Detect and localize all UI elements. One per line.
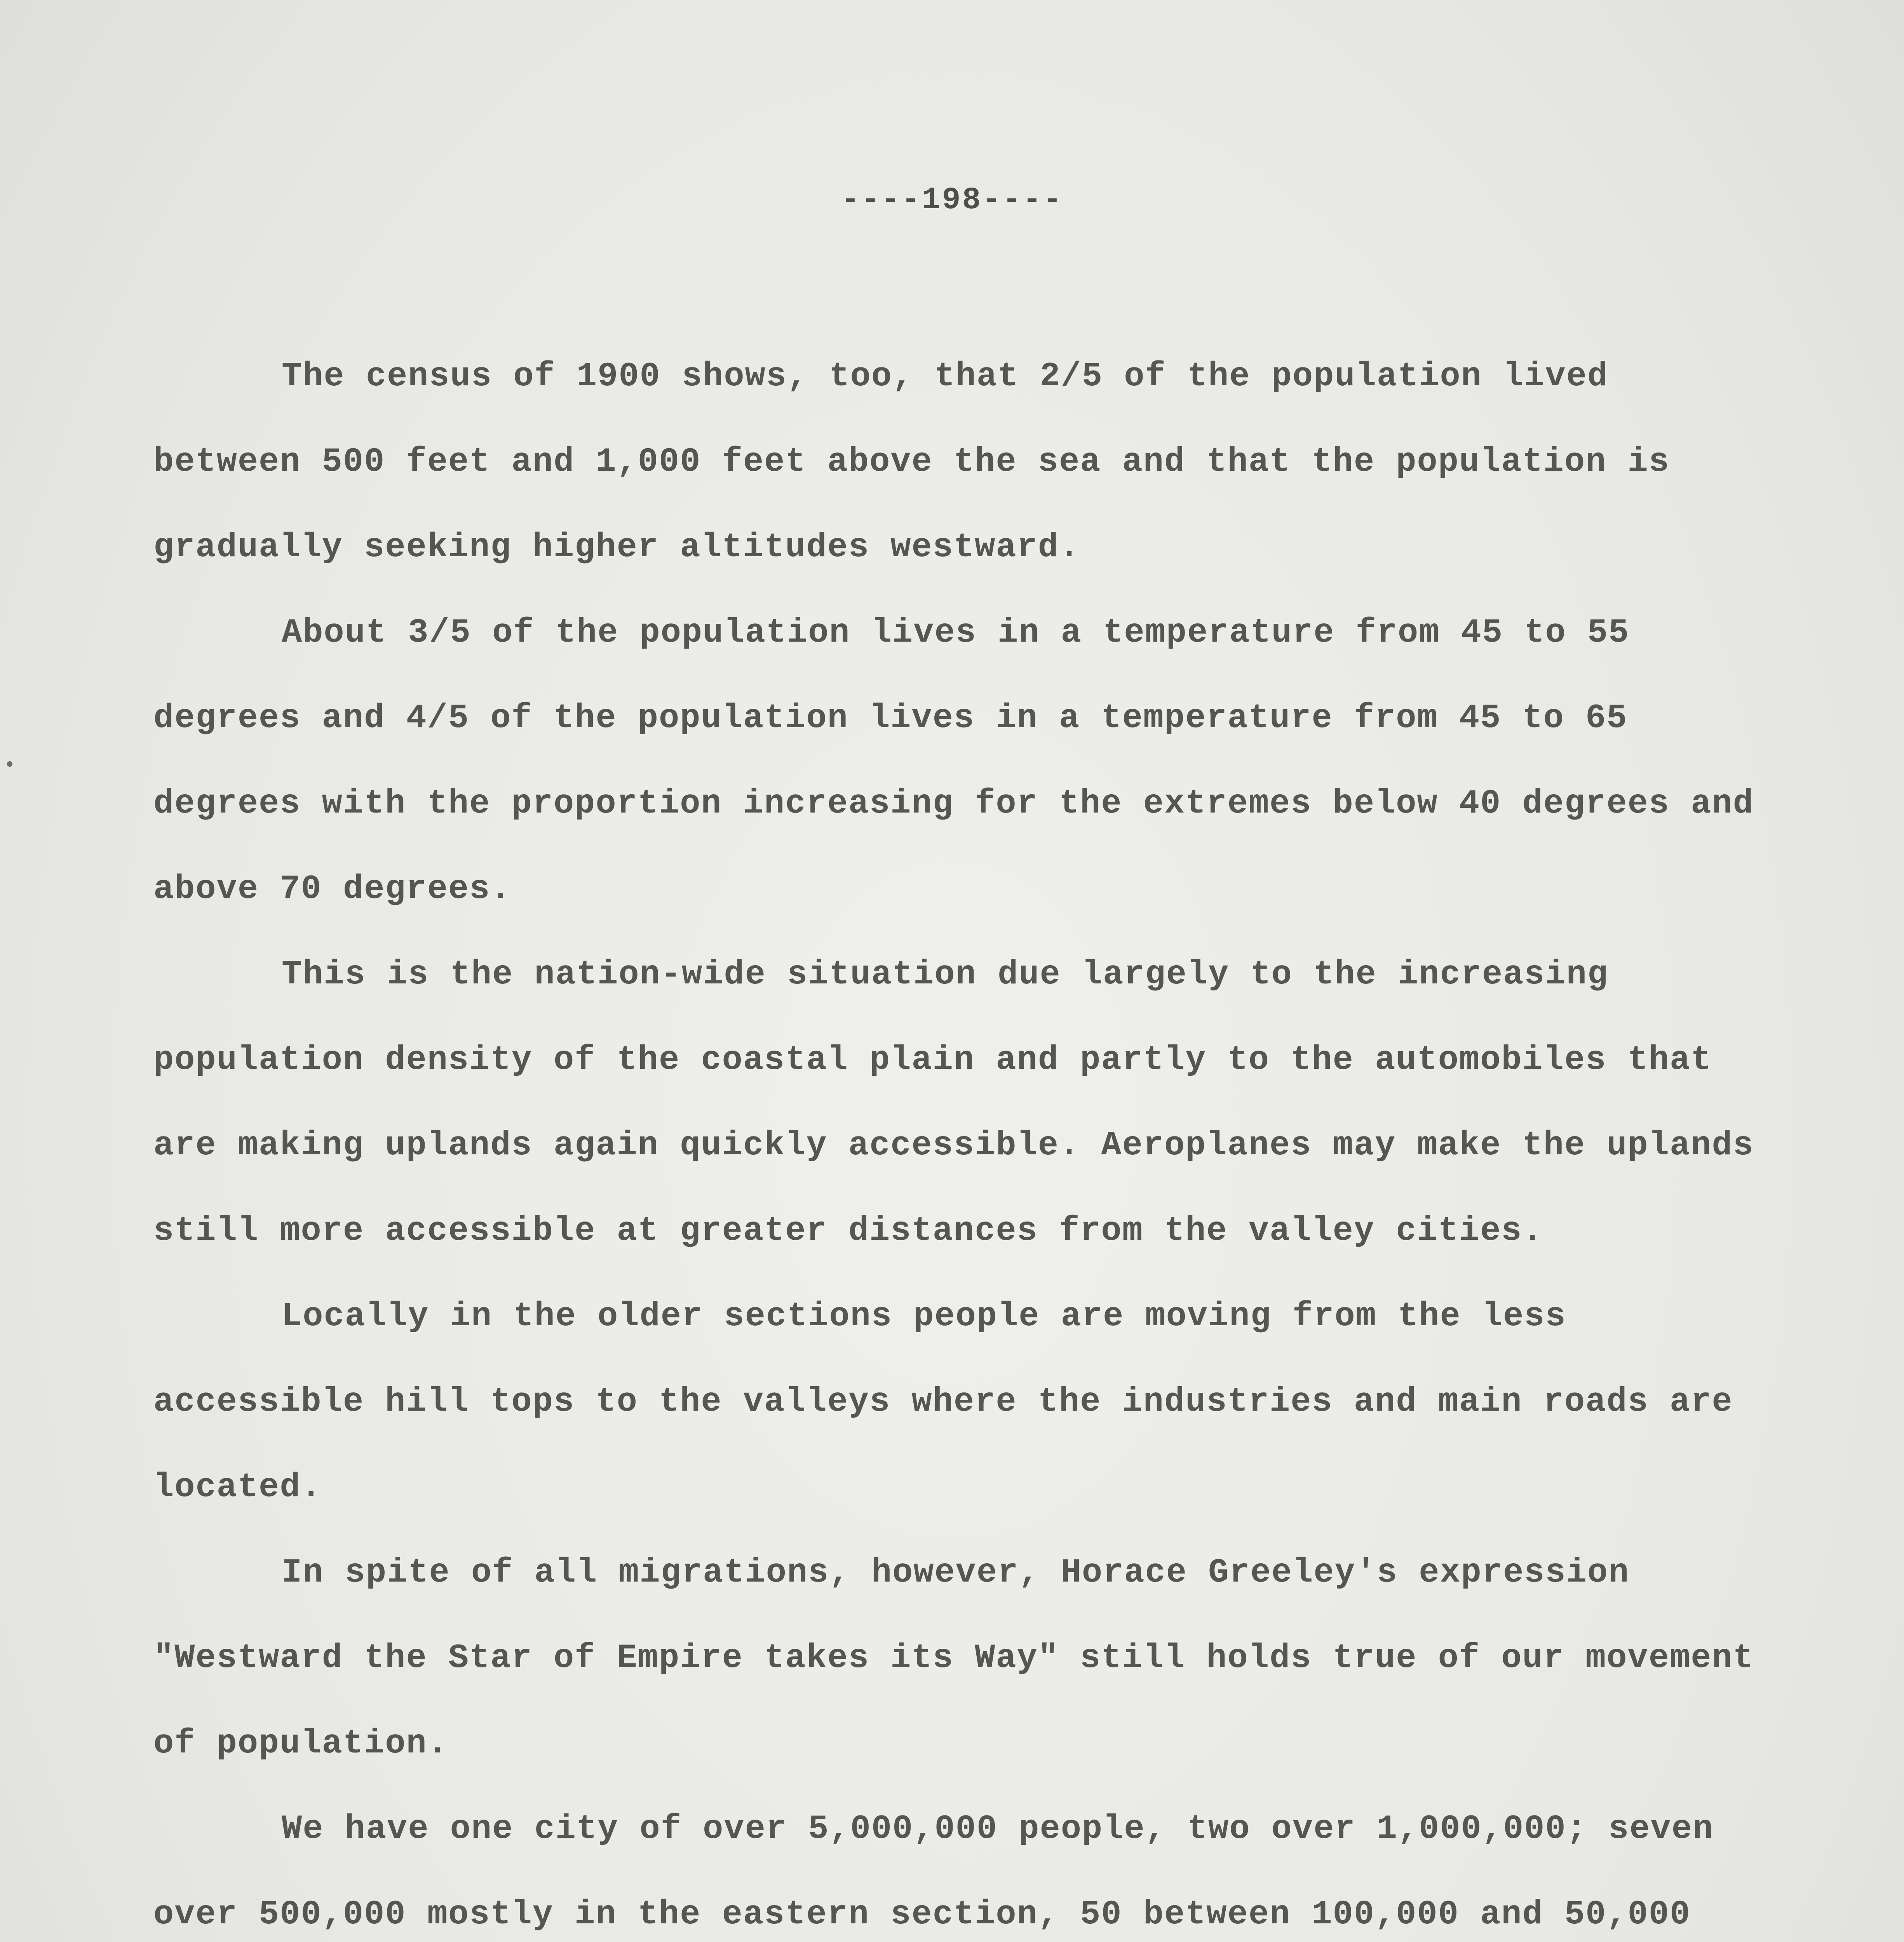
paragraph-temperature: About 3/5 of the population lives in a temperature from 45 to 55 degrees and 4/5 of the population lives in a temperature from 45 to 65 degrees with the proportion increasing for the extremes below 40 degrees and above 70 degrees. [153,614,1754,908]
paragraph-census-altitude: The census of 1900 shows, too, that 2/5 of the population lived between 500 feet and 1,000 feet above the sea and that the population is gradually seeking higher altitudes westward. [153,358,1670,567]
paragraph-nation-wide-situation: This is the nation-wide situation due largely to the increasing population density of the coastal plain and partly to the automobiles that are making uplands again quickly accessible. Aeroplanes may make the uplands still more accessible at greater distances from the valley cities. [153,956,1754,1250]
document-body [153,334,1770,1942]
paper-speck [7,761,12,767]
paragraph-city-populations: We have one city of over 5,000,000 people, two over 1,000,000; seven over 500,000 mostly in the eastern section, 50 between 100,000 and 50,000 [153,1810,1714,1934]
paragraph-local-migration: Locally in the older sections people are moving from the less accessible hill tops to the valleys where the industries and main roads are located. [153,1298,1733,1507]
paragraph-westward-movement: In spite of all migrations, however, Horace Greeley's expression "Westward the Star of Empire takes its Way" still holds true of our movement of population. [153,1554,1754,1763]
page-number: ----198---- [841,183,1063,218]
